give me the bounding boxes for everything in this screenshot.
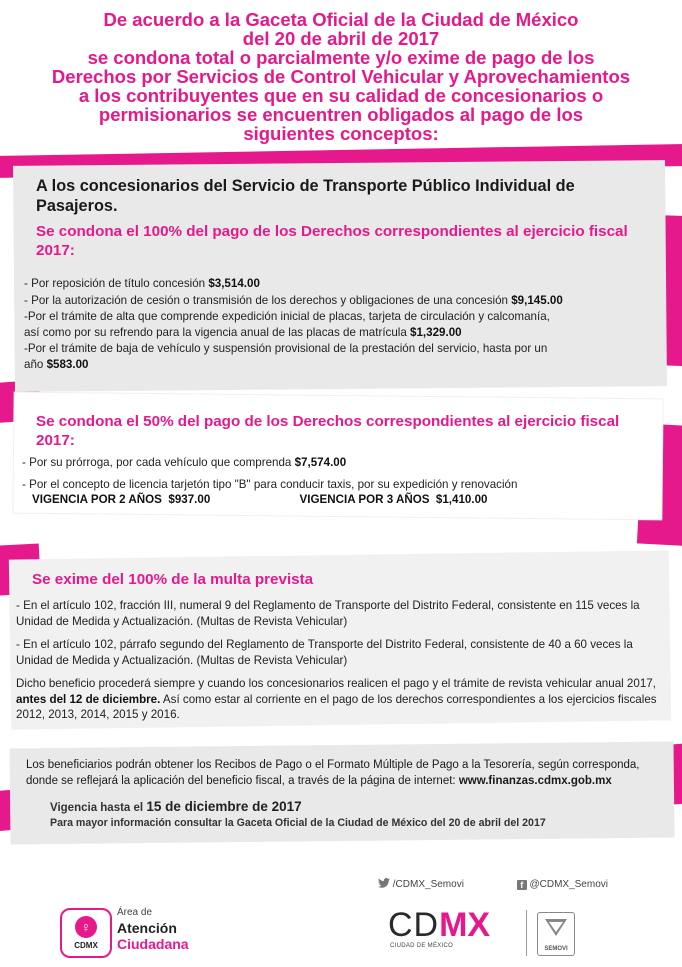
- section-3-subtitle: Se exime del 100% de la multa prevista: [32, 571, 314, 588]
- logo-mx: MX: [439, 906, 491, 944]
- title-line: Derechos por Servicios de Control Vehicular y Aprovechamientos: [51, 66, 631, 87]
- vigencia-label: Vigencia hasta el: [50, 802, 147, 814]
- page-title: [0, 10, 682, 143]
- item-text: - Por su prórroga, por cada vehículo que comprenda: [22, 456, 295, 469]
- vig2-label: VIGENCIA POR 2 AÑOS: [32, 493, 162, 506]
- info-line: Para mayor información consultar la Gaceta Oficial de la Ciudad de México del 20 de abril del 2017: [50, 817, 546, 829]
- facebook-icon[interactable]: f: [517, 880, 527, 890]
- item-text: - Por el concepto de licencia tarjetón tipo "B" para conducir taxis, por su expedición y renovación: [22, 477, 518, 491]
- section-4: [26, 757, 666, 830]
- area-de: Área de: [117, 907, 153, 918]
- item-amount: $583.00: [46, 357, 89, 371]
- list-item: [24, 276, 660, 292]
- atencion-badge: [60, 908, 112, 958]
- vigencia-row: [22, 492, 658, 508]
- item-amount: $7,574.00: [294, 456, 347, 469]
- title-line: siguientes conceptos:: [243, 123, 439, 144]
- atencion-icon: ♀: [75, 916, 97, 938]
- semovi-label: SEMOVI: [544, 946, 568, 952]
- title-line: permisionarios se encuentren obligados al pago de los: [98, 104, 584, 125]
- logo-sub: CIUDAD DE MÉXICO: [390, 943, 454, 949]
- list-item: [22, 477, 658, 493]
- list-item: - En el artículo 102, fracción III, numeral 9 del Reglamento de Transporte del Distrito Federal, consistente en 115 veces la Unidad de Medida y Actualización. (Multas de Revista Vehicular): [16, 599, 640, 628]
- vig3-label: VIGENCIA POR 3 AÑOS: [299, 493, 430, 506]
- beneficiarios-body: Los beneficiarios podrán obtener los Recibos de Pago o el Formato Múltiple de Pago a la Tesorería, según corresponda, donde se reflejará la aplicación del beneficio fiscal, a través de la página de internet:: [26, 759, 640, 787]
- logo-cd: CD: [388, 906, 440, 944]
- list-item: [24, 293, 660, 309]
- social-row: [378, 878, 678, 891]
- item-text: año: [24, 357, 47, 371]
- finanzas-link[interactable]: www.finanzas.cdmx.gob.mx: [458, 775, 612, 787]
- vigencia-date: 15 de diciembre de 2017: [146, 799, 302, 814]
- semovi-icon: [539, 916, 573, 940]
- logo-divider: [526, 910, 527, 956]
- section-2-subtitle: Se condona el 50% del pago de los Derechos correspondientes al ejercicio fiscal 2017:: [36, 413, 620, 449]
- list-item: [24, 309, 660, 325]
- beneficiarios-text: [26, 757, 666, 789]
- item-amount: $1,329.00: [410, 325, 462, 339]
- note-text: Así como estar al corriente en el pago de los derechos correspondientes a los ejercicios fiscales 2012, 2013, 2014, 2015 y 2016.: [16, 692, 657, 721]
- semovi-logo: [537, 912, 575, 956]
- atencion-text: [117, 906, 189, 952]
- list-item: [24, 341, 660, 357]
- item-text: - Por reposición de título concesión: [24, 277, 209, 290]
- section-1: [36, 176, 656, 216]
- section-1-list: [24, 276, 660, 372]
- title-line: se condona total o parcialmente y/o exime de pago de los: [87, 47, 595, 68]
- list-item: [22, 455, 658, 471]
- cdmx-logo: [388, 907, 490, 949]
- list-item: - En el artículo 102, párrafo segundo del Reglamento de Transporte del Distrito Federal, consistente de 40 a 60 veces la Unidad de Medida y Actualización. (Multas de Revista Vehicular): [16, 638, 633, 667]
- vig2-amount: $937.00: [168, 493, 211, 506]
- vigencia-line: [50, 799, 666, 816]
- note: [16, 676, 668, 723]
- ciudadana: Ciudadana: [117, 936, 189, 952]
- atencion: Atención: [117, 920, 177, 936]
- facebook-handle[interactable]: @CDMX_Semovi: [529, 879, 608, 891]
- item-text: así como por su refrendo para la vigencia anual de las placas de matrícula: [24, 325, 411, 339]
- section-2-list: [22, 455, 658, 508]
- note-text: Dicho beneficio procederá siempre y cuando los concesionarios realicen el pago y el trámite de revista vehicular anual 2017,: [16, 677, 656, 690]
- twitter-handle[interactable]: /CDMX_Semovi: [392, 879, 464, 891]
- item-amount: $9,145.00: [511, 293, 563, 307]
- vig3-amount: $1,410.00: [435, 493, 488, 506]
- twitter-icon[interactable]: [378, 878, 390, 891]
- item-text: - Por la autorización de cesión o transmisión de los derechos y obligaciones de una concesión: [24, 293, 512, 307]
- item-text: -Por el trámite de alta que comprende expedición inicial de placas, tarjeta de circulación y calcomanía,: [24, 310, 550, 323]
- title-line: De acuerdo a la Gaceta Oficial de la Ciudad de México: [103, 9, 579, 30]
- item-amount: $3,514.00: [208, 277, 260, 290]
- item-text: -Por el trámite de baja de vehículo y suspensión provisional de la prestación del servicio, hasta por un: [24, 342, 548, 355]
- title-line: a los contribuyentes que en su calidad de concesionarios o: [78, 85, 604, 106]
- title-line: del 20 de abril de 2017: [242, 28, 440, 49]
- list-item-cont: [24, 325, 660, 341]
- section-1-title: A los concesionarios del Servicio de Transporte Público Individual de Pasajeros.: [36, 177, 575, 215]
- list-item-cont: [24, 357, 660, 373]
- note-bold: antes del 12 de diciembre.: [16, 692, 161, 706]
- badge-cdmx: CDMX: [74, 941, 98, 950]
- section-3-list: [16, 598, 668, 723]
- section-1-subtitle: Se condona el 100% del pago de los Derechos correspondientes al ejercicio fiscal 2017:: [36, 223, 628, 259]
